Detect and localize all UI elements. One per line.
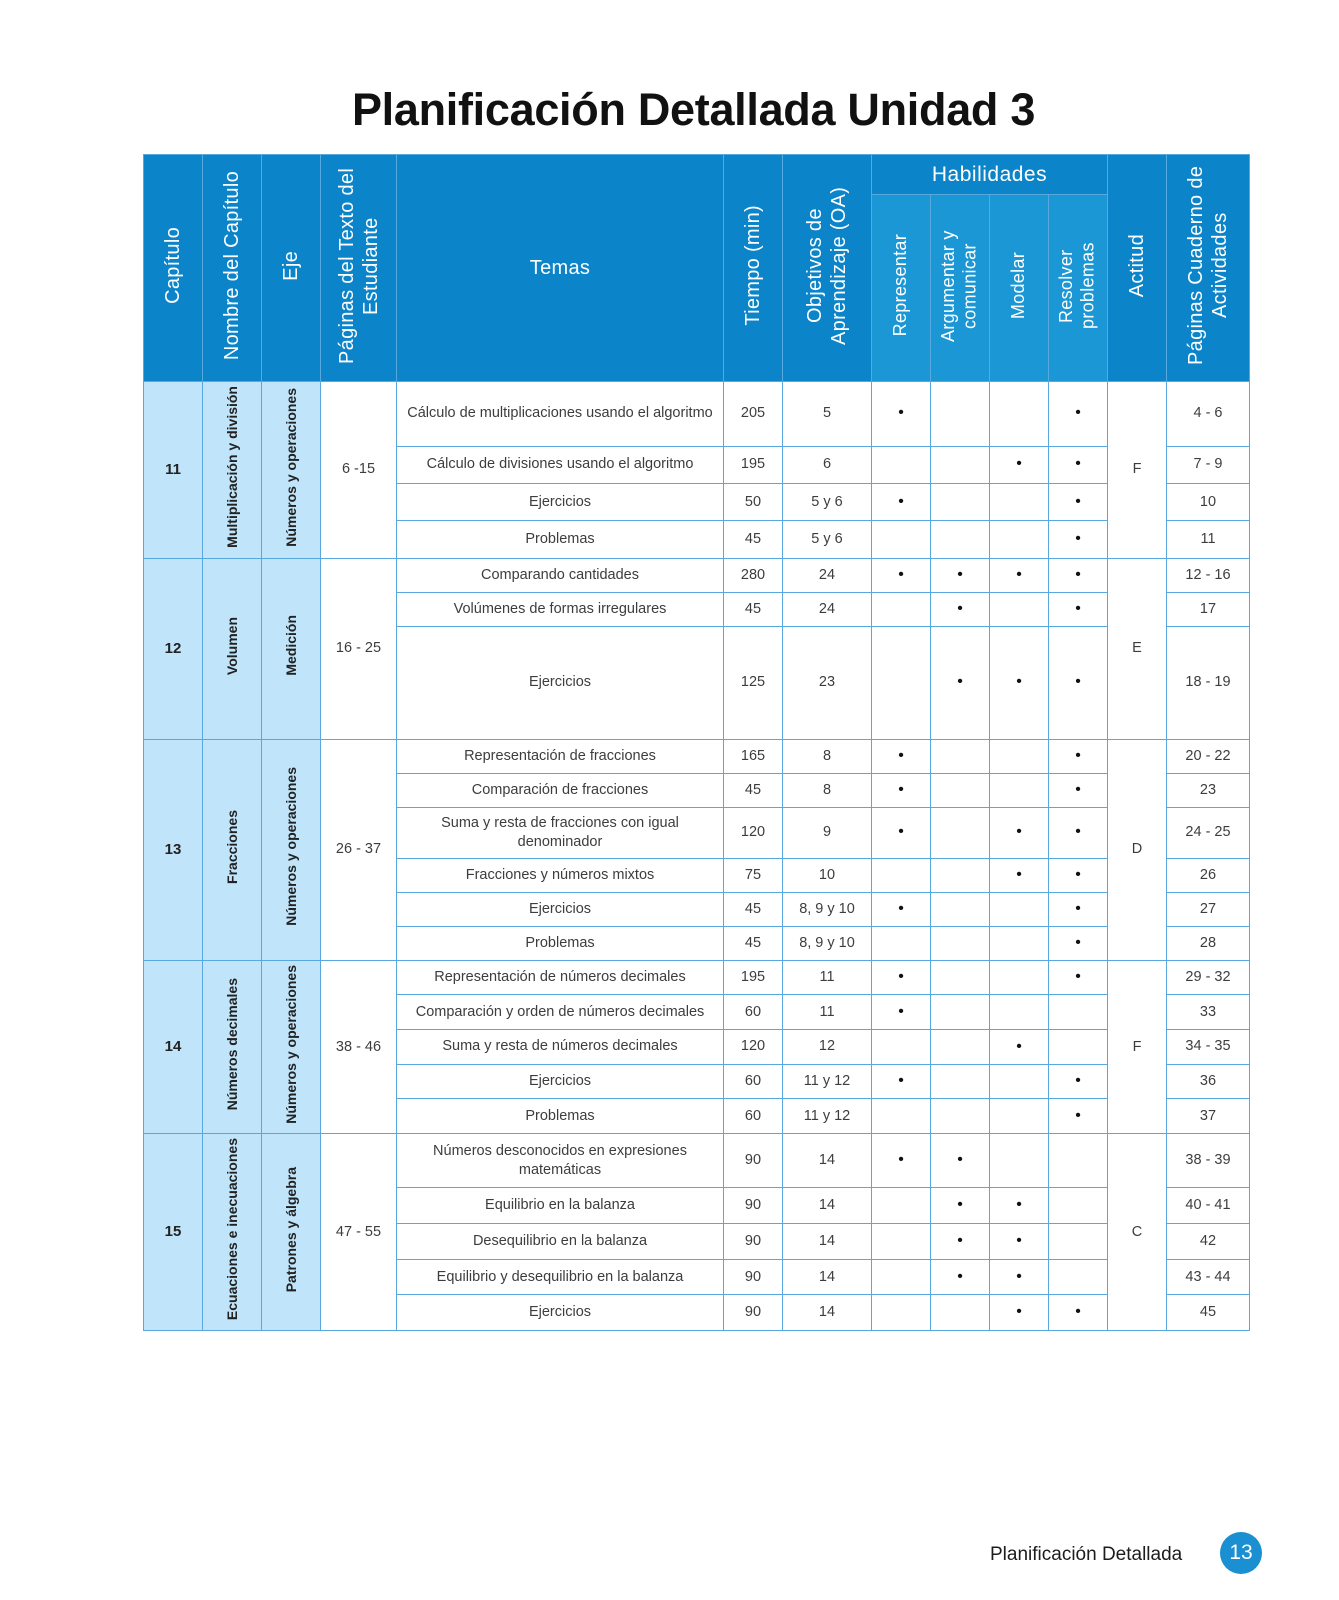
modelar-mark: •	[990, 446, 1049, 483]
cuaderno-pages-cell: 27	[1167, 892, 1250, 926]
chapter-eje-text: Patrones y álgebra	[282, 1166, 299, 1292]
representar-mark: •	[872, 892, 931, 926]
tiempo-cell: 90	[724, 1295, 783, 1331]
modelar-mark	[990, 739, 1049, 773]
tiempo-cell: 90	[724, 1259, 783, 1295]
argumentar-mark: •	[931, 592, 990, 626]
argumentar-mark: •	[931, 1134, 990, 1188]
argumentar-mark: •	[931, 626, 990, 739]
tiempo-cell: 90	[724, 1223, 783, 1259]
chapter-eje	[262, 1134, 321, 1331]
oa-cell: 10	[783, 858, 872, 892]
argumentar-mark	[931, 1064, 990, 1099]
representar-mark: •	[872, 960, 931, 995]
representar-mark: •	[872, 995, 931, 1030]
chapter-number: 15	[144, 1134, 203, 1331]
modelar-mark	[990, 382, 1049, 447]
tiempo-cell: 60	[724, 1064, 783, 1099]
tiempo-cell: 165	[724, 739, 783, 773]
tema-cell: Números desconocidos en expresiones matemáticas	[397, 1134, 724, 1188]
argumentar-mark	[931, 1099, 990, 1134]
tema-cell: Problemas	[397, 521, 724, 558]
actitud-cell: E	[1108, 558, 1167, 739]
argumentar-mark	[931, 807, 990, 858]
modelar-mark	[990, 521, 1049, 558]
cuaderno-pages-cell: 11	[1167, 521, 1250, 558]
oa-cell: 5 y 6	[783, 484, 872, 521]
resolver-mark: •	[1049, 558, 1108, 592]
tiempo-cell: 45	[724, 592, 783, 626]
cuaderno-pages-cell: 40 - 41	[1167, 1187, 1250, 1223]
resolver-mark	[1049, 1187, 1108, 1223]
actitud-cell: D	[1108, 739, 1167, 960]
cuaderno-pages-cell: 12 - 16	[1167, 558, 1250, 592]
header-habilidades: Habilidades	[872, 155, 1108, 195]
argumentar-mark	[931, 1295, 990, 1331]
tema-cell: Comparación y orden de números decimales	[397, 995, 724, 1030]
oa-cell: 11	[783, 995, 872, 1030]
tiempo-cell: 90	[724, 1134, 783, 1188]
argumentar-mark	[931, 892, 990, 926]
argumentar-mark	[931, 960, 990, 995]
chapter-pages: 16 - 25	[321, 558, 397, 739]
tema-cell: Desequilibrio en la balanza	[397, 1223, 724, 1259]
representar-mark	[872, 446, 931, 483]
resolver-mark: •	[1049, 626, 1108, 739]
chapter-eje-text: Números y operaciones	[282, 387, 299, 547]
tiempo-cell: 50	[724, 484, 783, 521]
tema-cell: Equilibrio y desequilibrio en la balanza	[397, 1259, 724, 1295]
oa-cell: 8	[783, 739, 872, 773]
table-body	[144, 382, 1250, 1331]
tiempo-cell: 60	[724, 1099, 783, 1134]
tiempo-cell: 45	[724, 773, 783, 807]
chapter-pages: 38 - 46	[321, 960, 397, 1134]
modelar-mark	[990, 926, 1049, 960]
representar-mark: •	[872, 558, 931, 592]
oa-cell: 14	[783, 1134, 872, 1188]
header-paginas-texto: Páginas del Texto del Estudiante	[321, 155, 397, 382]
modelar-mark	[990, 960, 1049, 995]
cuaderno-pages-cell: 18 - 19	[1167, 626, 1250, 739]
resolver-mark: •	[1049, 739, 1108, 773]
modelar-mark	[990, 1134, 1049, 1188]
resolver-mark: •	[1049, 960, 1108, 995]
tema-cell: Volúmenes de formas irregulares	[397, 592, 724, 626]
header-argumentar: Argumentar y comunicar	[931, 195, 990, 382]
oa-cell: 11 y 12	[783, 1099, 872, 1134]
argumentar-mark	[931, 773, 990, 807]
chapter-name	[203, 382, 262, 559]
footer-label: Planificación Detallada	[990, 1544, 1183, 1565]
cuaderno-pages-cell: 43 - 44	[1167, 1259, 1250, 1295]
oa-cell: 5	[783, 382, 872, 447]
chapter-number: 14	[144, 960, 203, 1134]
argumentar-mark	[931, 446, 990, 483]
chapter-name	[203, 960, 262, 1134]
tiempo-cell: 45	[724, 926, 783, 960]
header-capitulo: Capítulo	[144, 155, 203, 382]
modelar-mark: •	[990, 626, 1049, 739]
oa-cell: 14	[783, 1223, 872, 1259]
argumentar-mark	[931, 484, 990, 521]
page-number: 13	[1220, 1532, 1262, 1574]
chapter-name-text: Fracciones	[223, 809, 240, 884]
chapter-name	[203, 1134, 262, 1331]
header-tiempo: Tiempo (min)	[724, 155, 783, 382]
tema-cell: Ejercicios	[397, 1064, 724, 1099]
chapter-name	[203, 739, 262, 960]
representar-mark	[872, 626, 931, 739]
representar-mark	[872, 1259, 931, 1295]
oa-cell: 8	[783, 773, 872, 807]
resolver-mark: •	[1049, 807, 1108, 858]
page-title: Planificación Detallada Unidad 3	[351, 84, 1036, 135]
argumentar-mark	[931, 521, 990, 558]
header-nombre-capitulo: Nombre del Capítulo	[203, 155, 262, 382]
table-row	[144, 558, 1250, 592]
cuaderno-pages-cell: 34 - 35	[1167, 1030, 1250, 1065]
chapter-number: 13	[144, 739, 203, 960]
tema-cell: Comparando cantidades	[397, 558, 724, 592]
argumentar-mark	[931, 382, 990, 447]
oa-cell: 11 y 12	[783, 1064, 872, 1099]
header-actitud: Actitud	[1108, 155, 1167, 382]
representar-mark	[872, 521, 931, 558]
modelar-mark: •	[990, 1259, 1049, 1295]
tiempo-cell: 75	[724, 858, 783, 892]
header-modelar: Modelar	[990, 195, 1049, 382]
oa-cell: 24	[783, 558, 872, 592]
chapter-name-text: Números decimales	[223, 977, 240, 1111]
tiempo-cell: 195	[724, 446, 783, 483]
resolver-mark	[1049, 1223, 1108, 1259]
chapter-number: 12	[144, 558, 203, 739]
cuaderno-pages-cell: 38 - 39	[1167, 1134, 1250, 1188]
modelar-mark	[990, 892, 1049, 926]
modelar-mark: •	[990, 1030, 1049, 1065]
tiempo-cell: 90	[724, 1187, 783, 1223]
representar-mark: •	[872, 807, 931, 858]
header-resolver: Resolver problemas	[1049, 195, 1108, 382]
modelar-mark: •	[990, 1223, 1049, 1259]
chapter-name	[203, 558, 262, 739]
resolver-mark: •	[1049, 892, 1108, 926]
cuaderno-pages-cell: 37	[1167, 1099, 1250, 1134]
table-header	[144, 155, 1250, 382]
cuaderno-pages-cell: 42	[1167, 1223, 1250, 1259]
representar-mark: •	[872, 382, 931, 447]
tiempo-cell: 45	[724, 521, 783, 558]
chapter-eje-text: Números y operaciones	[282, 767, 299, 927]
oa-cell: 12	[783, 1030, 872, 1065]
resolver-mark	[1049, 1134, 1108, 1188]
chapter-pages: 26 - 37	[321, 739, 397, 960]
resolver-mark	[1049, 1259, 1108, 1295]
chapter-pages: 47 - 55	[321, 1134, 397, 1331]
cuaderno-pages-cell: 24 - 25	[1167, 807, 1250, 858]
argumentar-mark	[931, 858, 990, 892]
cuaderno-pages-cell: 45	[1167, 1295, 1250, 1331]
chapter-name-text: Volumen	[223, 616, 240, 675]
chapter-eje-text: Números y operaciones	[282, 964, 299, 1124]
tiempo-cell: 205	[724, 382, 783, 447]
modelar-mark	[990, 773, 1049, 807]
tema-cell: Cálculo de divisiones usando el algoritmo	[397, 446, 724, 483]
resolver-mark: •	[1049, 1064, 1108, 1099]
chapter-name-text: Ecuaciones e inecuaciones	[223, 1138, 240, 1321]
tema-cell: Equilibrio en la balanza	[397, 1187, 724, 1223]
resolver-mark: •	[1049, 521, 1108, 558]
header-objetivos: Objetivos de Aprendizaje (OA)	[783, 155, 872, 382]
tema-cell: Problemas	[397, 926, 724, 960]
modelar-mark	[990, 995, 1049, 1030]
cuaderno-pages-cell: 4 - 6	[1167, 382, 1250, 447]
tema-cell: Ejercicios	[397, 1295, 724, 1331]
tiempo-cell: 195	[724, 960, 783, 995]
chapter-eje	[262, 960, 321, 1134]
chapter-eje	[262, 558, 321, 739]
modelar-mark: •	[990, 558, 1049, 592]
modelar-mark: •	[990, 807, 1049, 858]
cuaderno-pages-cell: 23	[1167, 773, 1250, 807]
oa-cell: 24	[783, 592, 872, 626]
oa-cell: 8, 9 y 10	[783, 892, 872, 926]
tiempo-cell: 45	[724, 892, 783, 926]
argumentar-mark	[931, 995, 990, 1030]
tema-cell: Suma y resta de fracciones con igual denominador	[397, 807, 724, 858]
cuaderno-pages-cell: 20 - 22	[1167, 739, 1250, 773]
modelar-mark	[990, 1064, 1049, 1099]
chapter-eje	[262, 739, 321, 960]
cuaderno-pages-cell: 7 - 9	[1167, 446, 1250, 483]
representar-mark: •	[872, 773, 931, 807]
resolver-mark	[1049, 1030, 1108, 1065]
header-representar: Representar	[872, 195, 931, 382]
chapter-pages: 6 -15	[321, 382, 397, 559]
resolver-mark: •	[1049, 592, 1108, 626]
oa-cell: 8, 9 y 10	[783, 926, 872, 960]
representar-mark	[872, 926, 931, 960]
cuaderno-pages-cell: 28	[1167, 926, 1250, 960]
representar-mark	[872, 1295, 931, 1331]
table-row	[144, 739, 1250, 773]
table-row	[144, 960, 1250, 995]
tiempo-cell: 120	[724, 807, 783, 858]
representar-mark: •	[872, 1134, 931, 1188]
oa-cell: 5 y 6	[783, 521, 872, 558]
cuaderno-pages-cell: 36	[1167, 1064, 1250, 1099]
chapter-number: 11	[144, 382, 203, 559]
tema-cell: Problemas	[397, 1099, 724, 1134]
representar-mark	[872, 1030, 931, 1065]
cuaderno-pages-cell: 29 - 32	[1167, 960, 1250, 995]
tiempo-cell: 120	[724, 1030, 783, 1065]
tiempo-cell: 60	[724, 995, 783, 1030]
representar-mark	[872, 592, 931, 626]
modelar-mark: •	[990, 858, 1049, 892]
resolver-mark: •	[1049, 382, 1108, 447]
chapter-eje	[262, 382, 321, 559]
representar-mark: •	[872, 1064, 931, 1099]
argumentar-mark: •	[931, 1223, 990, 1259]
oa-cell: 14	[783, 1259, 872, 1295]
oa-cell: 9	[783, 807, 872, 858]
resolver-mark: •	[1049, 858, 1108, 892]
resolver-mark: •	[1049, 484, 1108, 521]
oa-cell: 6	[783, 446, 872, 483]
tema-cell: Suma y resta de números decimales	[397, 1030, 724, 1065]
table-row	[144, 382, 1250, 447]
tema-cell: Fracciones y números mixtos	[397, 858, 724, 892]
argumentar-mark: •	[931, 1259, 990, 1295]
resolver-mark: •	[1049, 926, 1108, 960]
tema-cell: Ejercicios	[397, 484, 724, 521]
tiempo-cell: 280	[724, 558, 783, 592]
resolver-mark: •	[1049, 1099, 1108, 1134]
tema-cell: Representación de fracciones	[397, 739, 724, 773]
cuaderno-pages-cell: 33	[1167, 995, 1250, 1030]
tema-cell: Comparación de fracciones	[397, 773, 724, 807]
representar-mark: •	[872, 739, 931, 773]
tema-cell: Ejercicios	[397, 626, 724, 739]
table-row	[144, 1134, 1250, 1188]
representar-mark	[872, 1223, 931, 1259]
actitud-cell: F	[1108, 960, 1167, 1134]
representar-mark	[872, 858, 931, 892]
representar-mark	[872, 1099, 931, 1134]
resolver-mark: •	[1049, 1295, 1108, 1331]
argumentar-mark: •	[931, 1187, 990, 1223]
tema-cell: Representación de números decimales	[397, 960, 724, 995]
cuaderno-pages-cell: 10	[1167, 484, 1250, 521]
chapter-eje-text: Medición	[282, 615, 299, 677]
cuaderno-pages-cell: 26	[1167, 858, 1250, 892]
actitud-cell: F	[1108, 382, 1167, 559]
chapter-name-text: Multiplicación y división	[223, 386, 240, 548]
resolver-mark: •	[1049, 773, 1108, 807]
oa-cell: 14	[783, 1187, 872, 1223]
tema-cell: Ejercicios	[397, 892, 724, 926]
representar-mark	[872, 1187, 931, 1223]
planning-table	[143, 154, 1250, 1331]
representar-mark: •	[872, 484, 931, 521]
modelar-mark: •	[990, 1295, 1049, 1331]
cuaderno-pages-cell: 17	[1167, 592, 1250, 626]
argumentar-mark: •	[931, 558, 990, 592]
tiempo-cell: 125	[724, 626, 783, 739]
header-eje: Eje	[262, 155, 321, 382]
actitud-cell: C	[1108, 1134, 1167, 1331]
oa-cell: 14	[783, 1295, 872, 1331]
modelar-mark	[990, 1099, 1049, 1134]
modelar-mark	[990, 484, 1049, 521]
argumentar-mark	[931, 739, 990, 773]
header-paginas-cuaderno: Páginas Cuaderno de Actividades	[1167, 155, 1250, 382]
modelar-mark	[990, 592, 1049, 626]
argumentar-mark	[931, 926, 990, 960]
argumentar-mark	[931, 1030, 990, 1065]
resolver-mark: •	[1049, 446, 1108, 483]
header-temas: Temas	[397, 155, 724, 382]
oa-cell: 11	[783, 960, 872, 995]
tema-cell: Cálculo de multiplicaciones usando el algoritmo	[397, 382, 724, 447]
resolver-mark	[1049, 995, 1108, 1030]
oa-cell: 23	[783, 626, 872, 739]
modelar-mark: •	[990, 1187, 1049, 1223]
